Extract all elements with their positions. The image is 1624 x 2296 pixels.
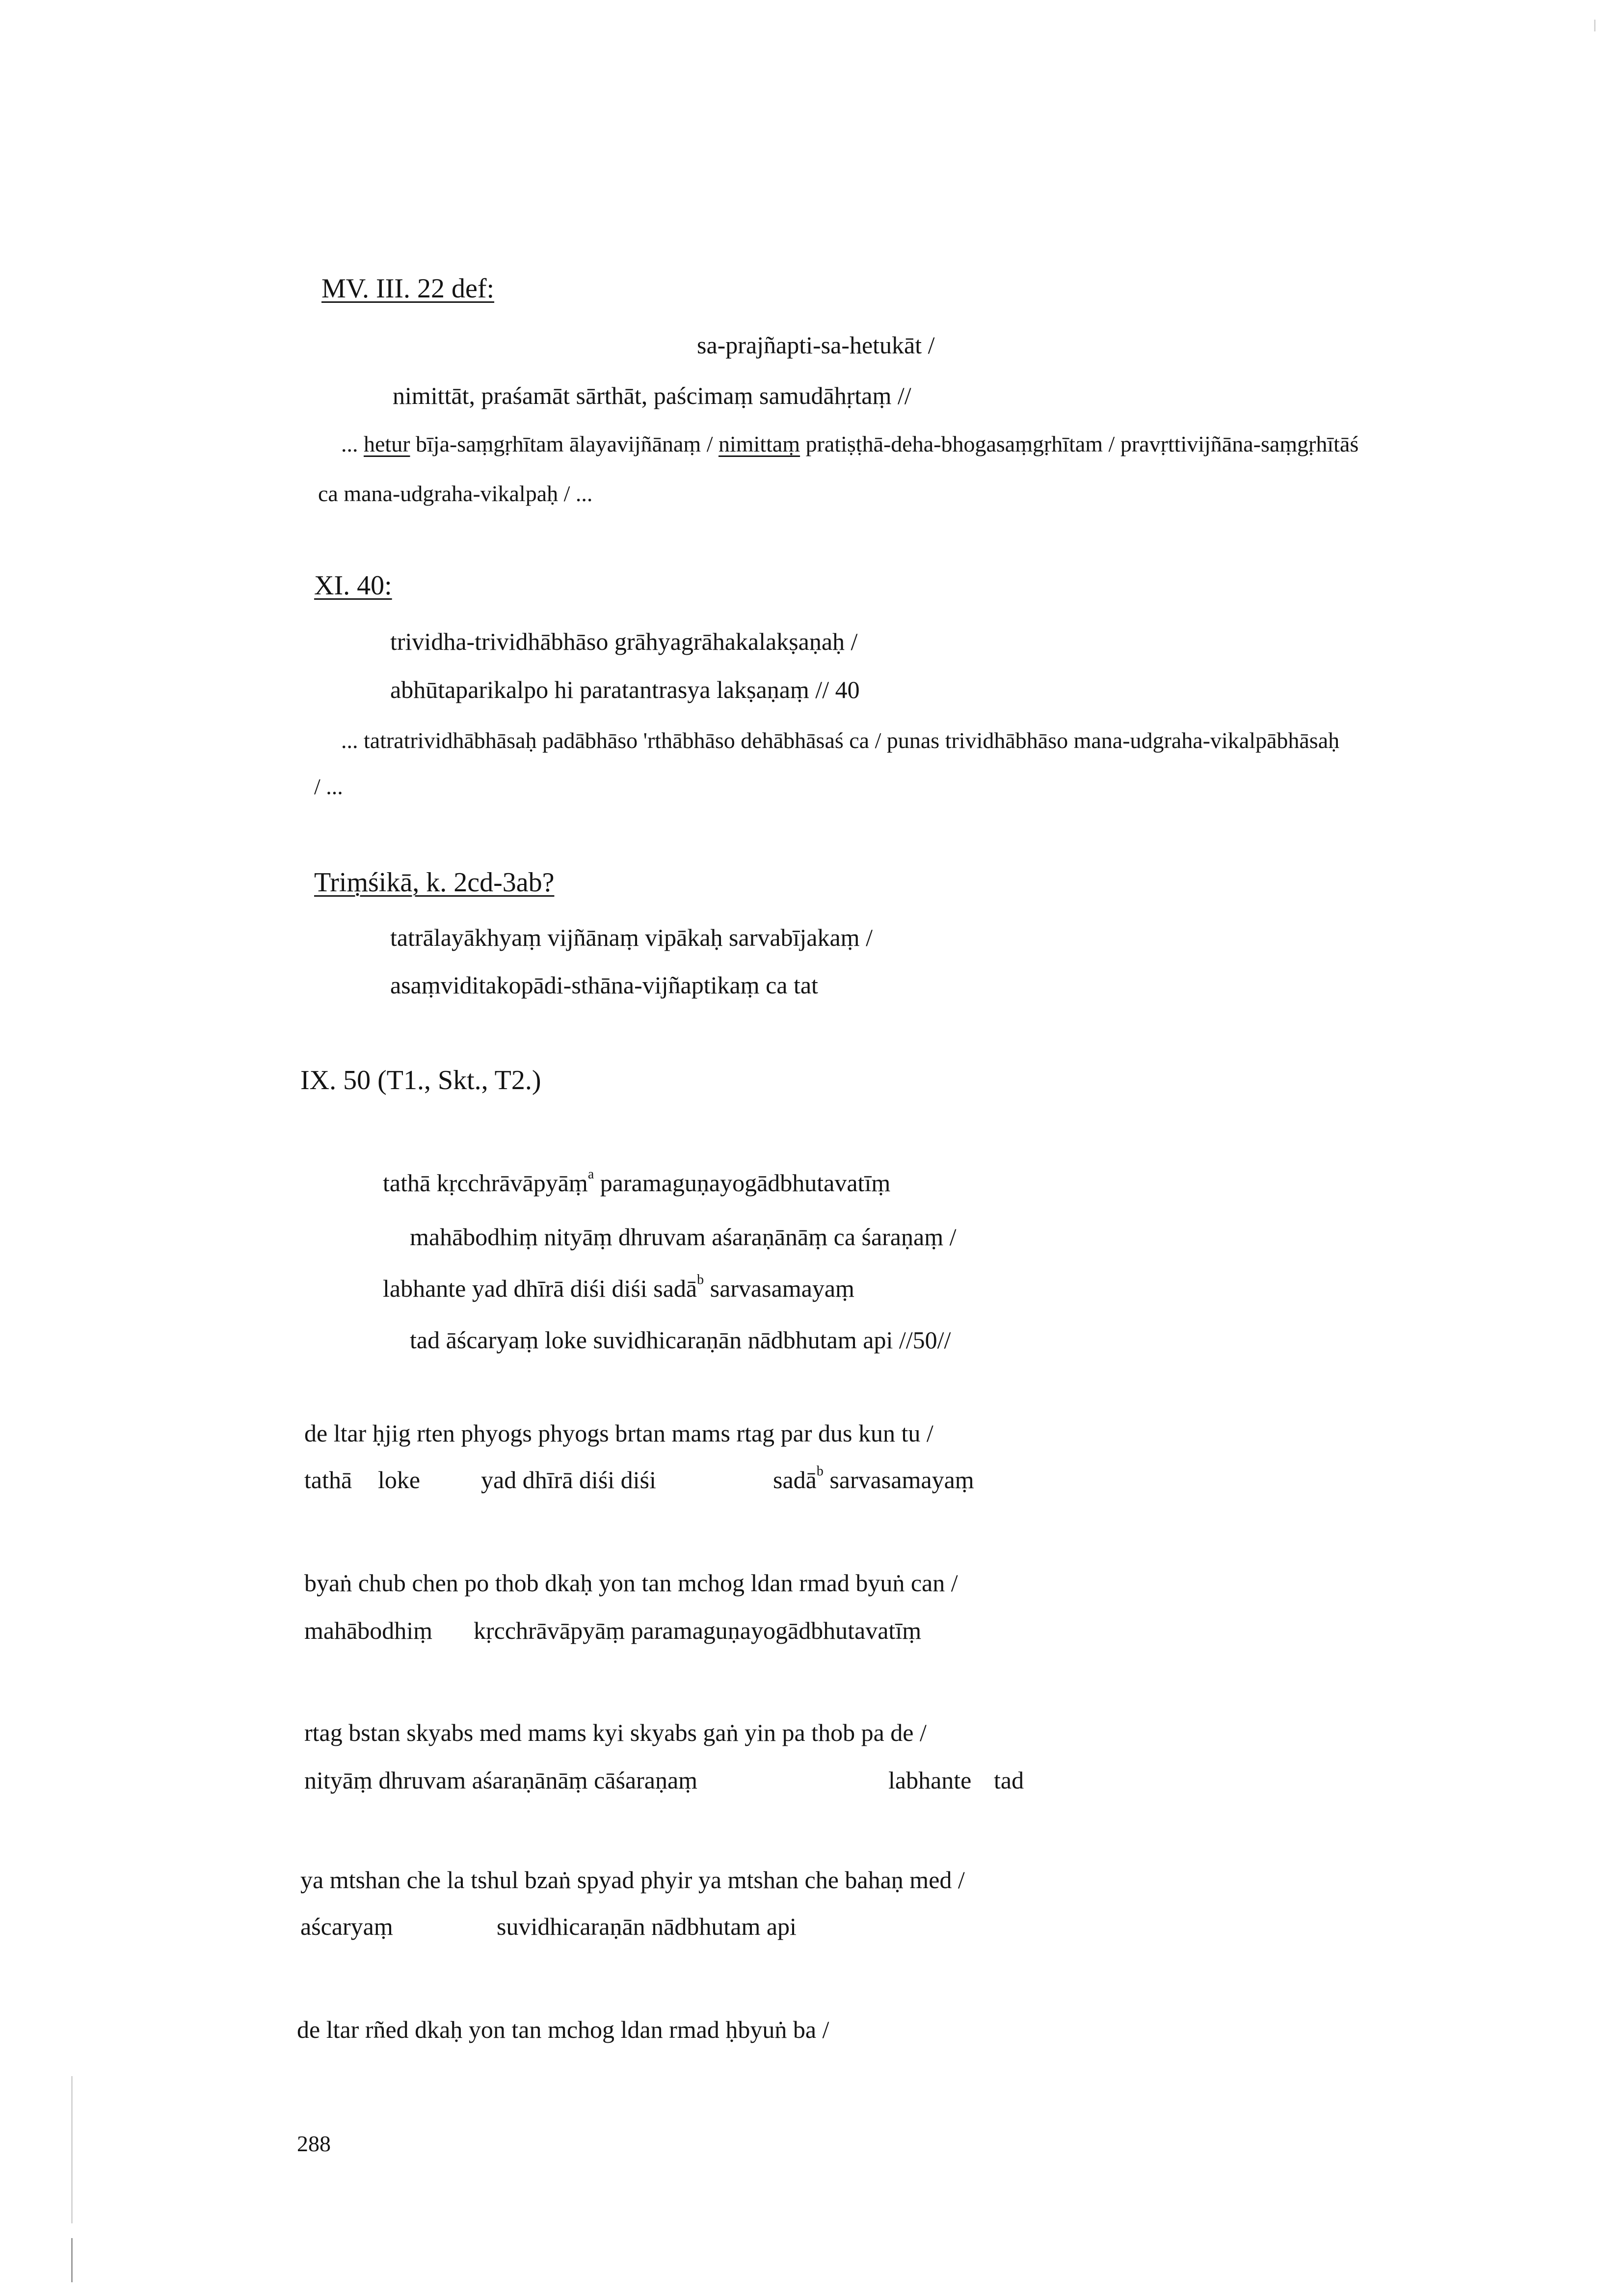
sanskrit-gloss-line: aścaryaṃ suvidhicaraṇān nādbhutam api xyxy=(300,1913,797,1940)
tibetan-line: byaṅ chub chen po thob dkaḥ yon tan mchog ldan rmad byuṅ can / xyxy=(304,1569,958,1597)
verse-line: tathā kṛcchrāvāpyāṃ$^a$ paramaguṇayogādbhutavatīṃ xyxy=(383,1167,891,1197)
footnote-marker: b xyxy=(697,1272,704,1287)
nimittam-term: nimittaṃ xyxy=(718,431,800,456)
section-heading-ix: IX. 50 (T1., Skt., T2.) xyxy=(300,1065,541,1095)
commentary-line: ... hetur bīja-saṃgṛhītam ālayavijñānaṃ / nimittaṃ pratiṣṭhā-deha-bhogasaṃgṛhītam / pravṛttivijñāna-saṃgṛhītāś xyxy=(341,431,1359,456)
hetur-term: hetur xyxy=(364,431,410,456)
commentary-line: ... tatratrividhābhāsaḥ padābhāso 'rthābhāso dehābhāsaś ca / punas trividhābhāso mana-udgraha-vikalpābhāsaḥ xyxy=(341,728,1340,753)
verse-line: labhante yad dhīrā diśi diśi sadā$^b$ sarvasamayaṃ xyxy=(383,1272,854,1302)
verse-line: tad āścaryaṃ loke suvidhicaraṇān nādbhutam api //50// xyxy=(410,1326,951,1354)
commentary-line: / ... xyxy=(314,774,343,799)
verse-line: trividha-trividhābhāso grāhyagrāhakalakṣaṇaḥ / xyxy=(390,628,858,655)
footnote-marker: b xyxy=(816,1464,824,1479)
footnote-marker: a xyxy=(587,1167,594,1182)
tibetan-line: de ltar rñed dkaḥ yon tan mchog ldan rmad ḥbyuṅ ba / xyxy=(297,2016,829,2043)
scan-mark xyxy=(71,2238,73,2282)
scan-mark xyxy=(71,2076,73,2223)
commentary-line: ca mana-udgraha-vikalpaḥ / ... xyxy=(318,481,593,506)
verse-line: abhūtaparikalpo hi paratantrasya lakṣaṇaṃ // 40 xyxy=(390,676,860,703)
tibetan-line: de ltar ḥjig rten phyogs phyogs brtan mams rtag par dus kun tu / xyxy=(304,1419,933,1447)
verse-line: tatrālayākhyaṃ vijñānaṃ vipākaḥ sarvabījakaṃ / xyxy=(390,924,873,951)
tibetan-line: ya mtshan che la tshul bzaṅ spyad phyir ya mtshan che bahaṇ med / xyxy=(300,1866,965,1894)
verse-line: nimittāt, praśamāt sārthāt, paścimaṃ samudāhṛtaṃ // xyxy=(393,382,911,409)
verse-line: mahābodhiṃ nityāṃ dhruvam aśaraṇānāṃ ca śaraṇaṃ / xyxy=(410,1223,957,1251)
section-heading-trimsika: Triṃśikā, k. 2cd-3ab? xyxy=(314,867,555,898)
sanskrit-gloss-line: tathā loke yad dhīrā diśi diśi sadā$^b$ sarvasamayaṃ xyxy=(304,1464,974,1494)
page-number: 288 xyxy=(297,2131,331,2156)
tibetan-line: rtag bstan skyabs med mams kyi skyabs gaṅ yin pa thob pa de / xyxy=(304,1719,927,1746)
section-heading-mv: MV. III. 22 def: xyxy=(321,273,495,304)
sanskrit-gloss-line: mahābodhiṃ kṛcchrāvāpyāṃ paramaguṇayogādbhutavatīṃ xyxy=(304,1617,922,1644)
sanskrit-gloss-line: nityāṃ dhruvam aśaraṇānāṃ cāśaraṇaṃ labhante tad xyxy=(304,1766,1024,1794)
verse-line: asaṃviditakopādi-sthāna-vijñaptikaṃ ca tat xyxy=(390,971,818,999)
section-heading-xi: XI. 40: xyxy=(314,570,392,601)
verse-line: sa-prajñapti-sa-hetukāt / xyxy=(697,331,935,359)
scan-mark xyxy=(1594,20,1596,31)
